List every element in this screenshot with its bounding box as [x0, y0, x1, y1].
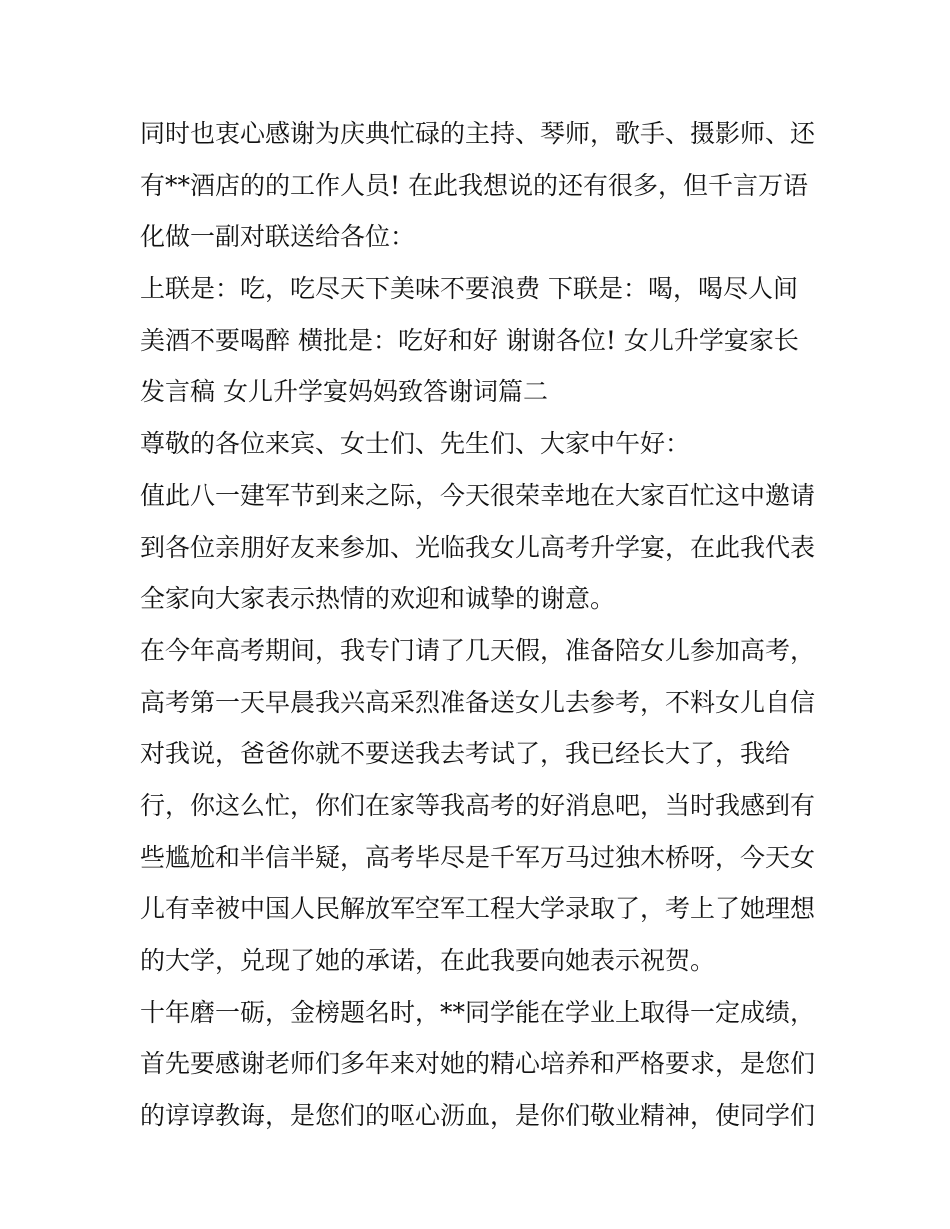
text-line: 在今年高考期间，我专门请了几天假，准备陪女儿参加高考，: [140, 635, 816, 665]
document-body: [140, 108, 820, 1142]
text-line: 高考第一天早晨我兴高采烈准备送女儿去参考，不料女儿自信: [140, 687, 816, 717]
text-line: 儿有幸被中国人民解放军空军工程大学录取了，考上了她理想: [140, 894, 816, 924]
text-line: 有**酒店的的工作人员! 在此我想说的还有很多，但千言万语: [140, 170, 808, 200]
text-line: 行，你这么忙，你们在家等我高考的好消息吧，当时我感到有: [140, 790, 816, 820]
text-line: 值此八一建军节到来之际，今天很荣幸地在大家百忙这中邀请: [140, 480, 816, 510]
text-line: 全家向大家表示热情的欢迎和诚挚的谢意。: [140, 584, 616, 614]
text-line: 化做一副对联送给各位：: [140, 222, 416, 252]
text-line: 尊敬的各位来宾、女士们、先生们、大家中午好：: [140, 429, 691, 459]
text-line: 同时也衷心感谢为庆典忙碌的主持、琴师，歌手、摄影师、还: [140, 119, 816, 148]
text-line: 美酒不要喝醉 横批是：吃好和好 谢谢各位! 女儿升学宴家长: [140, 325, 799, 355]
text-line: 到各位亲朋好友来参加、光临我女儿高考升学宴，在此我代表: [140, 532, 816, 562]
text-line: 对我说，爸爸你就不要送我去考试了，我已经长大了，我给: [140, 739, 791, 769]
text-line: 十年磨一砺，金榜题名时，**同学能在学业上取得一定成绩，: [140, 997, 816, 1027]
text-line: 的谆谆教诲，是您们的呕心沥血，是你们敬业精神，使同学们: [140, 1101, 816, 1131]
text-line: 首先要感谢老师们多年来对她的精心培养和严格要求，是您们: [140, 1049, 816, 1079]
text-line: 上联是：吃，吃尽天下美味不要浪费 下联是：喝，喝尽人间: [140, 274, 798, 304]
text-line: 些尴尬和半信半疑，高考毕尽是千军万马过独木桥呀，今天女: [140, 842, 816, 872]
text-line: 的大学，兑现了她的承诺，在此我要向她表示祝贺。: [140, 946, 716, 975]
text-line: 发言稿 女儿升学宴妈妈致答谢词篇二: [140, 377, 548, 407]
